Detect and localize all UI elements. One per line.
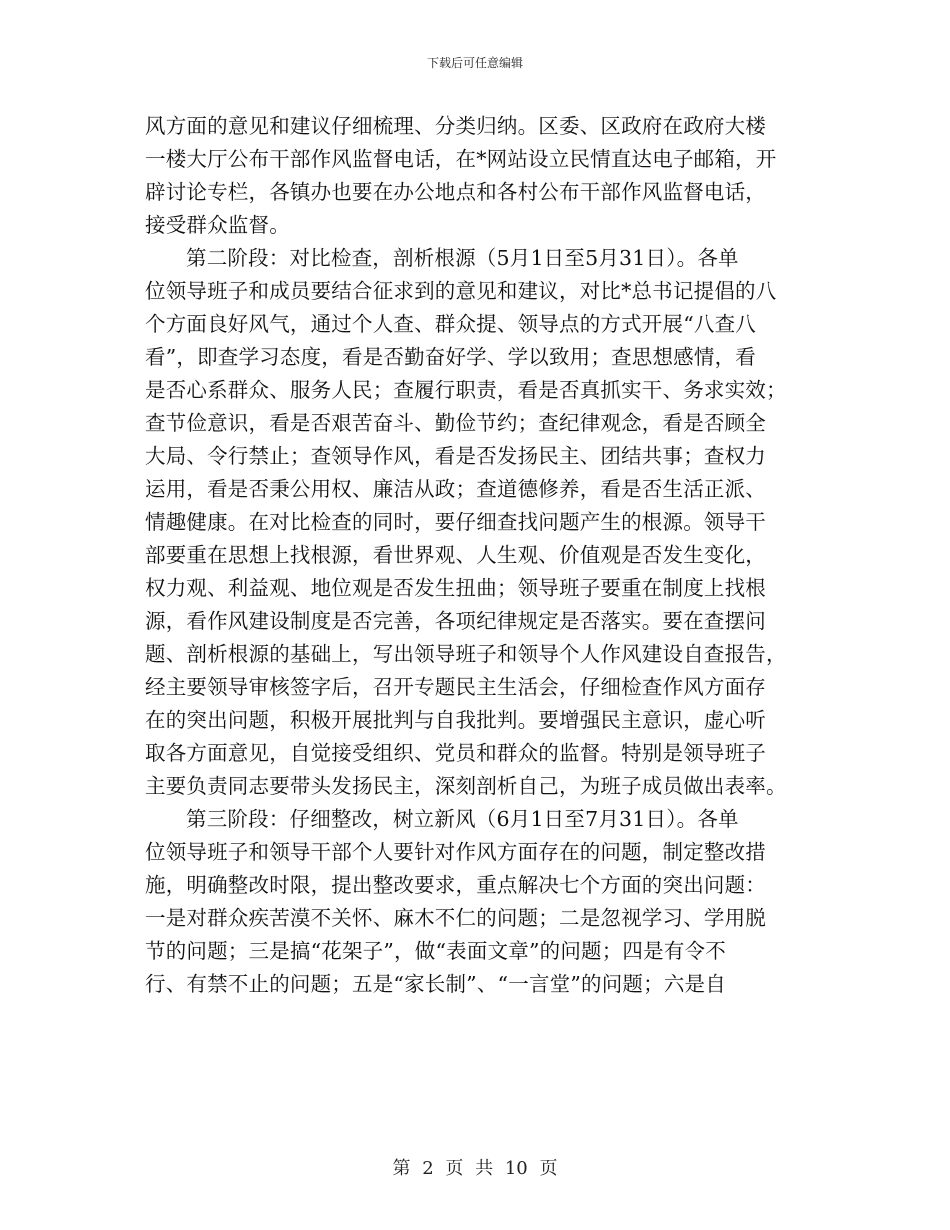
text-line: 主要负责同志要带头发扬民主，深刻剖析自己，为班子成员做出表率。 [145, 774, 787, 798]
text-line: 在的突出问题，积极开展批判与自我批判。要增强民主意识，虚心听 [145, 708, 766, 732]
text-line: 大局、令行禁止；查领导作风，看是否发扬民主、团结共事；查权力 [145, 444, 766, 468]
text-line: 行、有禁不止的问题；五是“家长制”、“一言堂”的问题；六是自 [145, 972, 726, 996]
text-line: 施，明确整改时限，提出整改要求，重点解决七个方面的突出问题： [145, 873, 766, 897]
text-line: 题、剖析根源的基础上，写出领导班子和领导个人作风建设自查报告， [145, 642, 787, 666]
text-line: 一是对群众疾苦漠不关怀、麻木不仁的问题；二是忽视学习、学用脱 [145, 906, 766, 930]
text-line: 查节俭意识，看是否艰苦奋斗、勤俭节约；查纪律观念，看是否顾全 [145, 411, 766, 435]
text-line: 权力观、利益观、地位观是否发生扭曲；领导班子要重在制度上找根 [145, 576, 766, 600]
text-line: 源，看作风建设制度是否完善，各项纪律规定是否落实。要在查摆问 [145, 609, 766, 633]
page-number-footer: 第 2 页 共 10 页 [392, 1158, 558, 1179]
text-line: 节的问题；三是搞“花架子”，做“表面文章”的问题；四是有令不 [145, 939, 726, 963]
text-line: 辟讨论专栏，各镇办也要在办公地点和各村公布干部作风监督电话， [145, 180, 766, 204]
paragraph-start-line: 第二阶段：对比检查，剖析根源（5月1日至5月31日）。各单 [186, 246, 739, 270]
page-header: 下载后可任意编辑 [426, 56, 523, 70]
text-line: 一楼大厅公布干部作风监督电话，在*网站设立民情直达电子邮箱，开 [145, 147, 777, 171]
text-line: 部要重在思想上找根源，看世界观、人生观、价值观是否发生变化， [145, 543, 766, 567]
text-line: 情趣健康。在对比检查的同时，要仔细查找问题产生的根源。领导干 [145, 510, 766, 534]
text-line: 接受群众监督。 [145, 213, 290, 237]
paragraph-start-line: 第三阶段：仔细整改，树立新风（6月1日至7月31日）。各单 [186, 807, 739, 831]
text-line: 风方面的意见和建议仔细梳理、分类归纳。区委、区政府在政府大楼 [145, 114, 766, 138]
text-line: 运用，看是否秉公用权、廉洁从政；查道德修养，看是否生活正派、 [145, 477, 766, 501]
text-line: 个方面良好风气，通过个人查、群众提、领导点的方式开展“八查八 [145, 312, 756, 336]
document-body [145, 110, 810, 1001]
text-line: 看”，即查学习态度，看是否勤奋好学、学以致用；查思想感情，看 [145, 345, 756, 369]
text-line: 位领导班子和领导干部个人要针对作风方面存在的问题，制定整改措 [145, 840, 766, 864]
text-line: 是否心系群众、服务人民；查履行职责，看是否真抓实干、务求实效； [145, 378, 787, 402]
text-line: 位领导班子和成员要结合征求到的意见和建议，对比*总书记提倡的八 [145, 279, 777, 303]
text-line: 经主要领导审核签字后，召开专题民主生活会，仔细检查作风方面存 [145, 675, 766, 699]
text-line: 取各方面意见，自觉接受组织、党员和群众的监督。特别是领导班子 [145, 741, 766, 765]
